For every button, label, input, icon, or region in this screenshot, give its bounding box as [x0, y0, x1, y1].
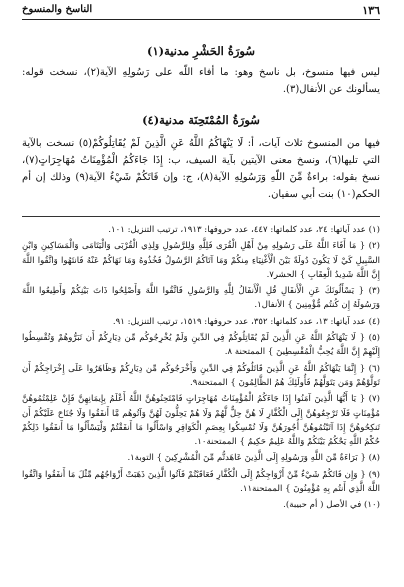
- footnote-10: (١٠) في الأصل ( أم حبيبة).: [283, 500, 380, 511]
- header-rule: [22, 19, 380, 20]
- surah-title-hashr: سُورَةُ الحَشْرِ مدنية(١): [146, 44, 255, 58]
- footnotes: [22, 223, 380, 513]
- page-header: [22, 0, 380, 22]
- footnote-3: (٣) { يَسْأَلُونَكَ عَنِ الْأَنفَالِ قُلِ الْأَنفَالُ لِلَّهِ وَالرَّسُولِ فَاتَّقُوا اللَّهَ وَأَصْلِحُوا ذَاتَ بَيْنِكُمْ وَأَطِيعُوا اللَّهَ وَرَسُولَهُ إِن كُنتُم مُّؤْمِنِينَ } الأنفال١.: [22, 286, 380, 311]
- surah-body-mumtahana: فيها من المنسوخ ثلاث آيات، أ: لَا يَنْهَاكُمُ اللَّهُ عَنِ الَّذِينَ لَمْ يُقَاتِلُوكُمْ(٥) نسخت بالآية التي تليها(٦)، ونسخ معنى الآيتين بآية السيف، ب: إِذَا جَاءَكُمُ الْمُؤْمِنَاتُ مُهَاجِرَاتٍ(٧)، نسخ بقوله: براءةٌ مِّنَ اللّهِ وَرَسُولِهِ الآية(٨)، ج: وإن فَاتَكُمْ شَيْءٌ الآية(٩) وذلك إن أم الحكم(١٠) بنت أبي سفيان.: [22, 138, 380, 200]
- footnote-1: (١) عدد آياتها: ٢٤، عدد كلماتها: ٤٤٧، عدد حروفها: ١٩١٣، ترتيب التنزيل: ١٠١.: [108, 225, 380, 235]
- footnote-8: (٨) { بَرَاءَةٌ مِّنَ اللَّهِ وَرَسُولِهِ إِلَى الَّذِينَ عَاهَدتُّم مِّنَ الْمُشْرِكِينَ } التوبة١.: [127, 453, 380, 464]
- page-number: ١٣٦: [362, 4, 380, 17]
- footnote-2: (٢) { مَا أَفَاءَ اللَّهُ عَلَى رَسُولِهِ مِنْ أَهْلِ الْقُرَى فَلِلَّهِ وَلِلرَّسُولِ وَلِذِي الْقُرْبَى وَالْيَتَامَى وَالْمَسَاكِينِ وَابْنِ السَّبِيلِ كَيْ لَا يَكُونَ دُولَةً بَيْنَ الْأَغْنِيَاءِ مِنكُمْ وَمَا آتَاكُمُ الرَّسُولُ فَخُذُوهُ وَمَا نَهَاكُمْ عَنْهُ فَانتَهُوا وَاتَّقُوا اللَّهَ إِنَّ اللَّهَ شَدِيدُ الْعِقَابِ } الحشر٧.: [22, 241, 380, 280]
- footnote-7: (٧) { يَا أَيُّهَا الَّذِينَ آمَنُوا إِذَا جَاءَكُمُ الْمُؤْمِنَاتُ مُهَاجِرَاتٍ فَامْتَحِنُوهُنَّ اللَّهُ أَعْلَمُ بِإِيمَانِهِنَّ فَإِنْ عَلِمْتُمُوهُنَّ مُؤْمِنَاتٍ فَلَا تَرْجِعُوهُنَّ إِلَى الْكُفَّارِ لَا هُنَّ حِلٌّ لَّهُمْ وَلَا هُمْ يَحِلُّونَ لَهُنَّ وَآتُوهُم مَّا أَنفَقُوا وَلَا جُنَاحَ عَلَيْكُمْ أَن تَنكِحُوهُنَّ إِذَا آتَيْتُمُوهُنَّ أُجُورَهُنَّ وَلَا تُمْسِكُوا بِعِصَمِ الْكَوَافِرِ وَاسْأَلُوا مَا أَنفَقْتُمْ وَلْيَسْأَلُوا مَا أَنفَقُوا ذَلِكُمْ حُكْمُ اللَّهِ يَحْكُمُ بَيْنَكُمْ وَاللَّهُ عَلِيمٌ حَكِيمٌ } الممتحنة١٠.: [22, 394, 380, 448]
- footnote-4: (٤) عدد آياتها: ١٣، عدد كلماتها: ٣٥٢، عدد حروفها: ١٥١٩، ترتيب التنزيل: ٩١.: [112, 316, 380, 327]
- surah-body-hashr: ليس فيها منسوخ، بل ناسخ وهو: ما أفاء اللّه على رَسُولِهِ الآية(٢)، نسخت قوله: يسألونك عن الأنفال(٣).: [22, 67, 380, 95]
- footnote-separator: [22, 216, 380, 217]
- running-title: الناسخ والمنسوخ: [22, 4, 93, 15]
- footnote-9: (٩) { وَإِن فَاتَكُمْ شَيْءٌ مِّنْ أَزْوَاجِكُمْ إِلَى الْكُفَّارِ فَعَاقَبْتُمْ فَآتُوا الَّذِينَ ذَهَبَتْ أَزْوَاجُهُم مِّثْلَ مَا أَنفَقُوا وَاتَّقُوا اللَّهَ الَّذِي أَنتُم بِهِ مُؤْمِنُونَ } الممتحنة١١.: [22, 469, 380, 495]
- footnote-6: (٦) { إِنَّمَا يَنْهَاكُمُ اللَّهُ عَنِ الَّذِينَ قَاتَلُوكُمْ فِي الدِّينِ وَأَخْرَجُوكُم مِّن دِيَارِكُمْ وَظَاهَرُوا عَلَى إِخْرَاجِكُمْ أَن تَوَلَّوْهُمْ وَمَن يَتَوَلَّهُمْ فَأُولَئِكَ هُمُ الظَّالِمُونَ } الممتحنة٩.: [22, 363, 380, 388]
- surah-title-mumtahana: سُورَةُ المُمْتَحِنَة مدنية(٤): [142, 113, 260, 127]
- footnote-5: (٥) { لَا يَنْهَاكُمُ اللَّهُ عَنِ الَّذِينَ لَمْ يُقَاتِلُوكُمْ فِي الدِّينِ وَلَمْ يُخْرِجُوكُم مِّن دِيَارِكُمْ أَن تَبَرُّوهُمْ وَتُقْسِطُوا إِلَيْهِمْ إِنَّ اللَّهَ يُحِبُّ الْمُقْسِطِينَ } الممتحنة ٨.: [22, 333, 380, 358]
